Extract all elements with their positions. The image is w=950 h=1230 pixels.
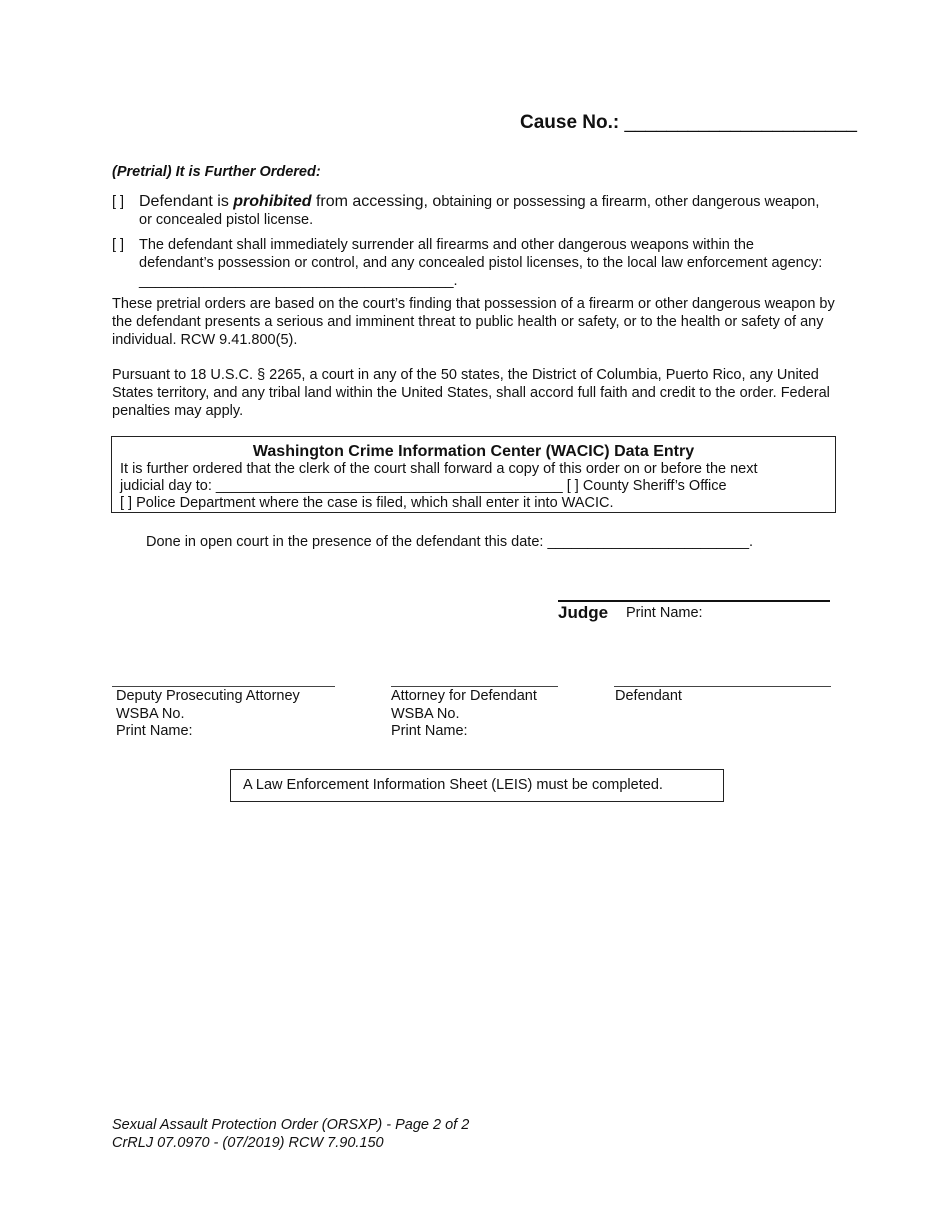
form-footer [112, 1116, 469, 1152]
prohibited-text [139, 193, 832, 229]
defendant-title: Defendant [615, 688, 682, 704]
judge-label: Judge [558, 603, 609, 622]
prosecutor-wsba: WSBA No. [116, 705, 185, 722]
wacic-line-3[interactable]: [ ] Police Department where the case is filed, which shall enter it into WACIC. [120, 495, 614, 511]
surrender-checkbox[interactable]: [ ] [112, 237, 125, 253]
prohibited-text-b: from accessing, o [311, 193, 442, 210]
federal-paragraph: Pursuant to 18 U.S.C. § 2265, a court in any of the 50 states, the District of Columbia, Puerto Rico, any United States territory, and any tribal land within the United States, shall accord full faith and credit to the order. Federal penalties may apply. [112, 367, 830, 419]
cause-number [520, 112, 857, 134]
defendant-signature-block [615, 688, 682, 706]
defendant-signature-line[interactable] [614, 686, 831, 687]
done-in-open-court[interactable]: Done in open court in the presence of the defendant this date: _________________________. [146, 534, 754, 550]
defense-attorney-title: Attorney for Defendant [391, 688, 537, 704]
footer-form-code: CrRLJ 07.0970 - (07/2019) RCW 7.90.150 [112, 1135, 384, 1151]
prohibited-text-a: Defendant is [139, 193, 234, 210]
judge-signature-line[interactable] [558, 600, 830, 602]
finding-paragraph: These pretrial orders are based on the court’s finding that possession of a firearm or other dangerous weapon by the defendant presents a serious and imminent threat to public health or safety, or to the health or safety of any individual. RCW 9.41.800(5). [112, 296, 835, 348]
defense-attorney-signature-line[interactable] [391, 686, 558, 687]
cause-number-field[interactable]: ______________________ [619, 112, 858, 133]
wacic-body [120, 461, 835, 512]
leis-notice: A Law Enforcement Information Sheet (LEIS) must be completed. [230, 769, 724, 802]
defense-attorney-print-name: Print Name: [391, 723, 468, 739]
defense-attorney-wsba: WSBA No. [391, 705, 460, 722]
prosecutor-title: Deputy Prosecuting Attorney [116, 688, 300, 704]
section-heading: (Pretrial) It is Further Ordered: [112, 164, 321, 180]
footer-form-title: Sexual Assault Protection Order (ORSXP) - Page 2 of 2 [112, 1117, 470, 1133]
surrender-text: The defendant shall immediately surrender all firearms and other dangerous weapons within the defendant’s possession or control, and any concealed pistol licenses, to the local law enforcement agency: _______________________________________. [139, 237, 823, 289]
wacic-box [111, 436, 836, 513]
prosecutor-signature-block [116, 688, 300, 741]
prosecutor-signature-line[interactable] [112, 686, 335, 687]
defense-attorney-signature-block [391, 688, 537, 741]
judge-print-name-label: Print Name: [626, 605, 703, 621]
wacic-line-1: It is further ordered that the clerk of the court shall forward a copy of this order on or before the next [120, 461, 758, 477]
wacic-line-2[interactable]: judicial day to: ___________________________________________ [ ] County Sheriff’s Office [120, 478, 727, 494]
wacic-title: Washington Crime Information Center (WACIC) Data Entry [252, 443, 695, 460]
prosecutor-print-name: Print Name: [116, 723, 193, 739]
prohibited-checkbox[interactable]: [ ] [112, 194, 125, 210]
order-item-prohibited [112, 193, 832, 229]
cause-label: Cause No.: [520, 112, 620, 133]
prohibited-emphasis: prohibited [233, 193, 312, 210]
prohibited-text-c: btaining or possessing a firearm, other dangerous weapon, or concealed pistol license. [139, 194, 820, 228]
order-item-surrender [112, 236, 832, 290]
